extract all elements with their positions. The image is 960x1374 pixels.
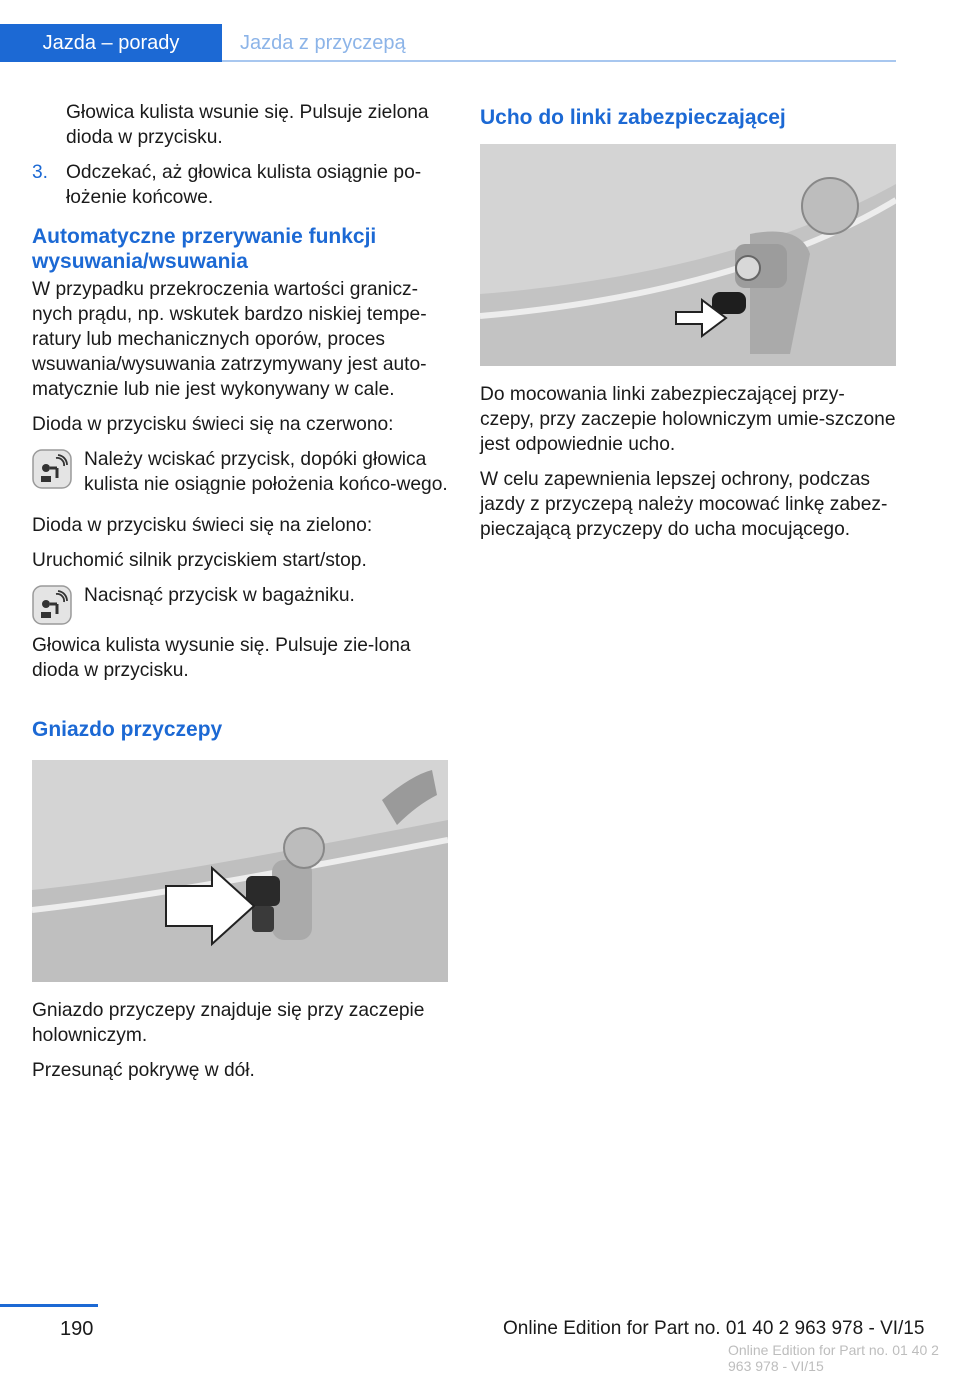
red-action-block [32, 447, 448, 497]
section-tab[interactable]: Jazda z przyczepą [240, 31, 406, 54]
extends-text: Głowica kulista wysunie się. Pulsuje zie‐lona dioda w przycisku. [32, 635, 411, 681]
step-text: Odczekać, aż głowica kulista osiągnie po‐łożenie końcowe. [66, 162, 422, 208]
socket-illustration [32, 760, 448, 982]
slide-cover-text: Przesunąć pokrywę w dół. [32, 1060, 255, 1081]
left-column [32, 100, 448, 1093]
intro-text: Głowica kulista wsunie się. Pulsuje zielona dioda w przycisku. [66, 102, 429, 148]
green-led-text: Dioda w przycisku świeci się na zielono: [32, 515, 373, 536]
chapter-tab[interactable]: Jazda – porady [0, 24, 222, 62]
page-number: 190 [60, 1318, 94, 1340]
header-divider [222, 60, 896, 62]
red-led-text: Dioda w przycisku świeci się na czerwono: [32, 414, 394, 435]
step-3 [32, 160, 448, 210]
start-engine-text: Uruchomić silnik przyciskiem start/stop. [32, 550, 367, 571]
right-column [480, 100, 896, 552]
socket-text: Gniazdo przyczepy znajduje się przy zaczepie holowniczym. [32, 1000, 425, 1046]
step-number: 3. [32, 162, 49, 183]
tow-hitch-button-icon [32, 585, 72, 625]
tow-hitch-button-icon [32, 449, 72, 489]
red-action-text: Należy wciskać przycisk, dopóki głowica kulista nie osiągnie położenia końco‐wego. [84, 449, 448, 495]
heading-auto-interrupt: Automatyczne przerywanie funkcji wysuwania/wsuwania [32, 225, 377, 273]
auto-interrupt-para: W przypadku przekroczenia wartości granicz‐nych prądu, np. wskutek bardzo niskiej tempe‐ratury lub mechanicznych oporów, proces wsuwania/wysuwania zatrzymywany jest auto‐matycznie lub nie jest wykonywany w cale. [32, 279, 427, 400]
heading-safety-eye: Ucho do linki zabezpieczającej [480, 106, 786, 129]
safety-eye-para1: Do mocowania linki zabezpieczającej przy‐czepy, przy zaczepie holowniczym umie‐szczone jest odpowiednie ucho. [480, 384, 896, 455]
safety-eye-illustration [480, 144, 896, 366]
press-button-block [32, 583, 448, 683]
page-header [0, 0, 896, 62]
safety-eye-para2: W celu zapewnienia lepszej ochrony, podczas jazdy z przyczepą należy mocować linkę zabez‐pieczającą przyczepy do ucha mocującego. [480, 469, 888, 540]
footer-divider [0, 1304, 98, 1307]
site-watermark: Online Edition for Part no. 01 40 2 963 978 - VI/15 [728, 1342, 939, 1374]
press-button-text: Nacisnąć przycisk w bagażniku. [84, 585, 355, 606]
heading-socket: Gniazdo przyczepy [32, 718, 223, 741]
edition-note: Online Edition for Part no. 01 40 2 963 978 - VI/15 [503, 1318, 925, 1339]
